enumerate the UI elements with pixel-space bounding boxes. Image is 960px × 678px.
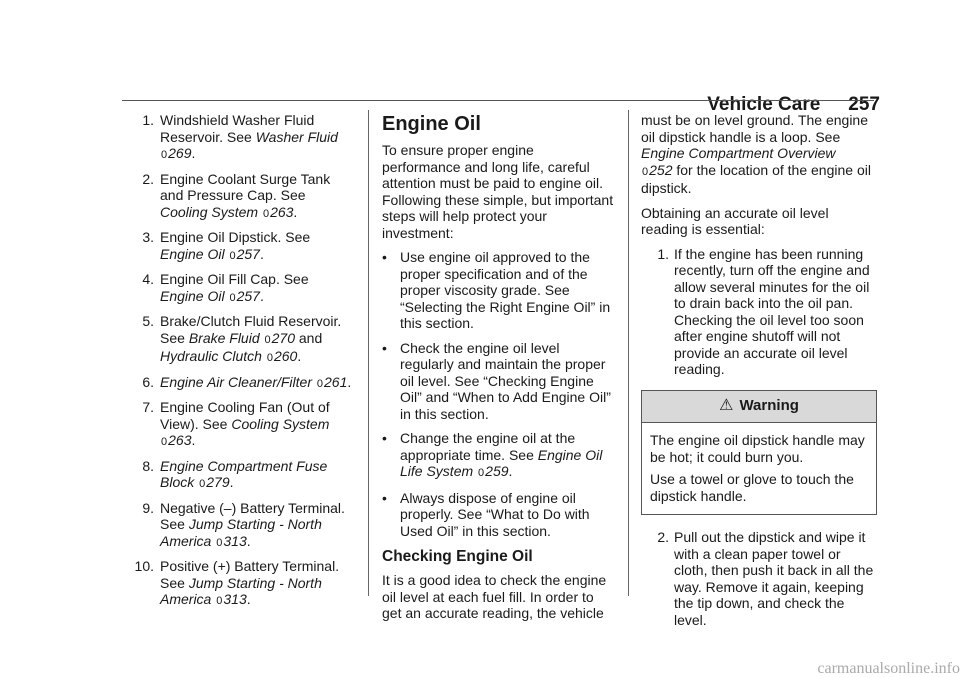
- item-number: 5.: [142, 313, 154, 329]
- column-divider: [628, 110, 629, 596]
- page-ref-icon: 0: [642, 165, 649, 178]
- paragraph: It is a good idea to check the engine oil level at each fuel fill. In order to get an accurate reading, the vehicle: [382, 572, 607, 621]
- item-text: Engine Cooling Fan (Out of View). See: [160, 399, 330, 432]
- section-title: Vehicle Care: [707, 94, 821, 115]
- page-ref-icon: 0: [478, 467, 485, 479]
- cross-reference-link[interactable]: Engine Oil: [160, 287, 225, 304]
- item-text: Positive (+) Battery Terminal. See: [160, 558, 340, 591]
- item-text: Brake/Clutch Fluid Reservoir. See: [160, 313, 342, 346]
- bullet-text: Change the engine oil at the appropriate time. See: [400, 430, 576, 463]
- bullet-icon: •: [382, 430, 387, 446]
- step-item: [641, 529, 877, 628]
- item-number: 8.: [142, 457, 154, 474]
- warning-title: Warning: [739, 396, 799, 414]
- page-reference[interactable]: 313: [223, 591, 247, 607]
- list-item: 3. Engine Oil Dipstick. See Engine Oil 0257.: [122, 229, 354, 264]
- cross-reference-link[interactable]: Washer Fluid: [255, 128, 338, 145]
- section-heading: Engine Oil: [382, 113, 481, 135]
- item-number: 2.: [142, 170, 154, 187]
- item-text: Windshield Washer Fluid Reservoir. See: [160, 112, 315, 145]
- page-number: 257: [848, 94, 880, 115]
- page-ref-icon: 0: [266, 352, 273, 364]
- cross-reference-link[interactable]: Cooling System: [231, 415, 330, 432]
- item-text: Engine Coolant Surge Tank and Pressure Cap. See: [160, 170, 331, 203]
- paragraph: Obtaining an accurate oil level reading is essential:: [641, 204, 829, 237]
- page-ref-icon: 0: [216, 595, 223, 607]
- warning-triangle-icon: ⚠: [719, 396, 734, 414]
- bullet-item: • Change the engine oil at the appropriate time. See Engine Oil Life System 0259.: [382, 430, 614, 482]
- page-reference[interactable]: 260: [273, 348, 298, 364]
- header-rule: [122, 100, 874, 101]
- paragraph: must be on level ground. The engine oil dipstick handle is a loop. See Engine Compartment Overview 0252 for the location of the engine oil dipstick.: [641, 112, 871, 196]
- page-ref-icon: 0: [216, 536, 223, 549]
- warning-header: [642, 391, 876, 424]
- page-ref-icon: 0: [161, 436, 168, 448]
- item-text: Negative (–) Battery Terminal. See: [160, 499, 345, 532]
- page-reference[interactable]: 279: [206, 474, 230, 490]
- warning-text: The engine oil dipstick handle may be hot; it could burn you.: [650, 432, 865, 465]
- page-ref-icon: 0: [264, 333, 271, 346]
- list-item: 1. Windshield Washer Fluid Reservoir. See Washer Fluid 0269.: [122, 112, 354, 164]
- bullet-text: Use engine oil approved to the proper specification and of the proper viscosity grade. See “Selecting the Right Engine Oil” in this section.: [400, 249, 611, 331]
- cross-reference-link[interactable]: Engine Air Cleaner/Filter: [160, 373, 312, 390]
- bullet-item: [382, 249, 614, 332]
- cross-reference-link[interactable]: Hydraulic Clutch: [160, 348, 262, 364]
- page-reference[interactable]: 259: [485, 463, 509, 479]
- page-reference[interactable]: 257: [236, 245, 260, 262]
- checking-oil-continued: [641, 112, 877, 636]
- column-divider: [368, 110, 369, 596]
- page-ref-icon: 0: [229, 249, 236, 262]
- step-text: If the engine has been running recently, turn off the engine and allow several minutes for the oil to drain back into the oil pan. Checking the oil level too soon after engine shutoff will not provide an accurate oil level reading.: [674, 245, 870, 377]
- warning-box: [641, 390, 877, 516]
- list-item: 4. Engine Oil Fill Cap. See Engine Oil 0257.: [122, 271, 354, 306]
- item-number: 4.: [142, 271, 154, 287]
- page-reference[interactable]: 269: [168, 145, 192, 161]
- item-number: 1.: [142, 112, 154, 128]
- cross-reference-link[interactable]: Brake Fluid: [188, 329, 260, 346]
- step-item: [641, 246, 877, 378]
- cross-reference-link[interactable]: Engine Oil: [160, 245, 225, 262]
- bullet-icon: •: [382, 339, 387, 356]
- page-reference[interactable]: 257: [236, 287, 260, 304]
- step-number: 1.: [657, 245, 669, 262]
- item-text: Engine Oil Dipstick. See: [160, 229, 311, 245]
- item-text: Engine Oil Fill Cap. See: [160, 271, 309, 287]
- bullet-text: Check the engine oil level regularly and maintain the proper oil level. See “Checking Engine Oil” and “When to Add Engine Oil” in this section.: [400, 339, 611, 422]
- engine-oil-section: [382, 112, 614, 630]
- page-reference[interactable]: 270: [271, 329, 295, 346]
- subsection-heading: Checking Engine Oil: [382, 548, 533, 565]
- cross-reference-link[interactable]: Jump Starting - North America: [160, 516, 322, 549]
- item-number: 7.: [142, 399, 154, 415]
- item-number: 9.: [142, 499, 154, 516]
- list-item: 6. Engine Air Cleaner/Filter 0261.: [122, 374, 354, 393]
- step-text: Pull out the dipstick and wipe it with a clean paper towel or cloth, then push it back in all the way. Remove it again, keeping the tip down, and check the level.: [674, 529, 874, 628]
- page-reference[interactable]: 252: [649, 161, 673, 178]
- bullet-icon: •: [382, 489, 387, 506]
- cross-reference-link[interactable]: Engine Compartment Overview: [641, 145, 836, 161]
- list-item: 5. Brake/Clutch Fluid Reservoir. See Brake Fluid 0270 and Hydraulic Clutch 0260.: [122, 313, 354, 367]
- watermark: carmanualsonline.info: [817, 660, 960, 677]
- bullet-item: [382, 490, 614, 540]
- cross-reference-link[interactable]: Cooling System: [160, 203, 259, 220]
- callout-list: [122, 112, 354, 617]
- warning-text: Use a towel or glove to touch the dipstick handle.: [650, 471, 854, 504]
- page-reference[interactable]: 263: [168, 432, 192, 448]
- cross-reference-link[interactable]: Engine Compartment Fuse Block: [160, 457, 328, 490]
- cross-reference-link[interactable]: Engine Oil Life System: [400, 446, 603, 479]
- step-number: 2.: [657, 529, 669, 545]
- bullet-text: Always dispose of engine oil properly. See “What to Do with Used Oil” in this section.: [400, 489, 590, 539]
- page-ref-icon: 0: [161, 149, 168, 161]
- cross-reference-link[interactable]: Jump Starting - North America: [160, 574, 322, 607]
- list-item: 8. Engine Compartment Fuse Block 0279.: [122, 458, 354, 493]
- page-ref-icon: 0: [316, 377, 324, 390]
- item-number: 3.: [142, 229, 154, 245]
- bullet-icon: •: [382, 249, 387, 265]
- item-number: 6.: [142, 373, 154, 390]
- bullet-item: [382, 340, 614, 423]
- intro-paragraph: To ensure proper engine performance and long life, careful attention must be paid to engine oil. Following these simple, but important steps will help protect your investment:: [382, 142, 614, 241]
- list-item: 9. Negative (–) Battery Terminal. See Jump Starting - North America 0313.: [122, 500, 354, 552]
- page-reference[interactable]: 313: [223, 532, 247, 549]
- page-reference[interactable]: 263: [270, 203, 294, 220]
- list-item: 2. Engine Coolant Surge Tank and Pressure Cap. See Cooling System 0263.: [122, 171, 354, 223]
- list-item: 7. Engine Cooling Fan (Out of View). See Cooling System 0263.: [122, 399, 354, 451]
- list-item: 10. Positive (+) Battery Terminal. See Jump Starting - North America 0313.: [122, 558, 354, 610]
- warning-body: [642, 423, 876, 514]
- page-ref-icon: 0: [199, 478, 206, 490]
- page-ref-icon: 0: [262, 207, 270, 220]
- item-number: 10.: [134, 558, 154, 574]
- page-ref-icon: 0: [229, 291, 236, 304]
- page-reference[interactable]: 261: [324, 373, 348, 390]
